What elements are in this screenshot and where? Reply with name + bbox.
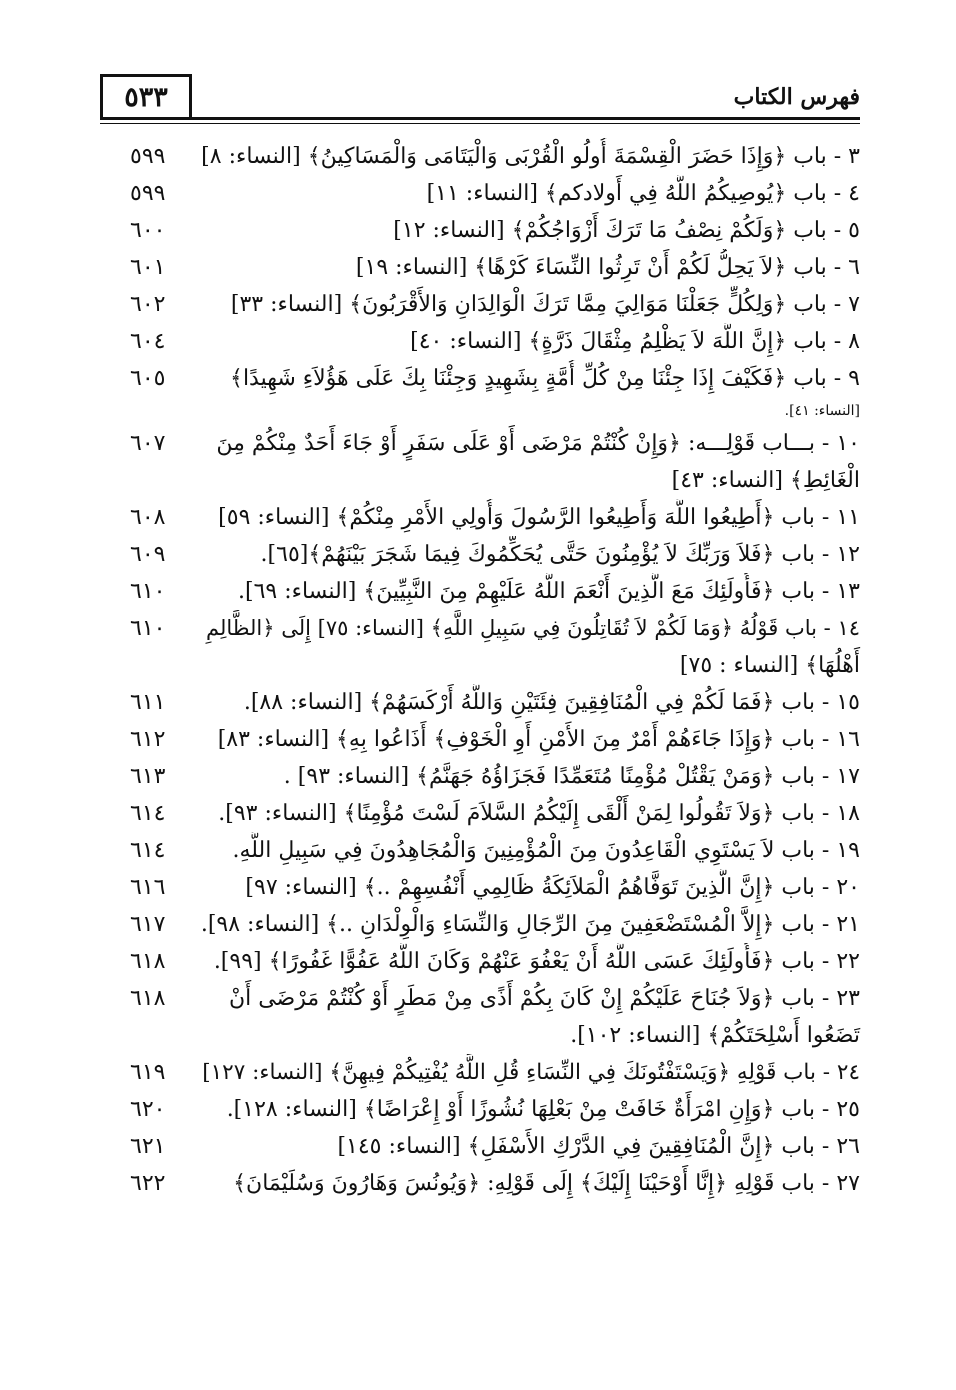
toc-entry-title: ١٠ - بـــاب قَوْلِـــه: ﴿وَإِنْ كُنْتُمْ مَرْضَى أَوْ عَلَى سَفَرٍ أَوْ جَاءَ أَحَدٌ مِنْكُمْ مِنَ (216, 431, 860, 456)
toc-entry (100, 138, 860, 175)
toc-entry-page: ٦٠٢ (130, 292, 166, 317)
toc-entry-title: ٦ - باب ﴿لاَ يَحِلُّ لَكُمْ أَنْ تَرِثُوا النِّسَاءَ كَرْهًا﴾ [النساء: ١٩] (355, 255, 860, 280)
toc-entry-title: ٨ - باب ﴿إِنَّ اللَّهَ لاَ يَظْلِمُ مِثْقَالَ ذَرَّةٍ﴾ [النساء: ٤٠] (410, 329, 860, 354)
running-title: فهرس الكتاب (733, 84, 860, 110)
toc-entry-page: ٥٩٩ (130, 181, 166, 206)
toc-entry (100, 212, 860, 249)
toc-entry-page: ٦٠٥ (130, 366, 166, 391)
toc-entry-title: ٢٠ - باب ﴿إِنَّ الَّذِينَ تَوَفَّاهُمُ الْمَلاَئِكَةُ ظَالِمِي أَنْفُسِهِمْ ..﴾ [النساء: ٩٧] (245, 875, 860, 900)
toc-entry (100, 1128, 860, 1165)
toc-entry (100, 832, 860, 869)
toc-entry-title: ٢٥ - باب ﴿وَإِنِ امْرَأَةٌ خَافَتْ مِنْ بَعْلِهَا نُشُوزًا أَوْ إِعْرَاضًا﴾ [النساء: ١٢٨]. (226, 1097, 860, 1122)
toc-entry-title: ١٢ - باب ﴿فَلاَ وَرَبِّكَ لاَ يُؤْمِنُونَ حَتَّى يُحَكِّمُوكَ فِيمَا شَجَرَ بَيْنَهُمْ﴾[٦٥]. (260, 542, 860, 567)
toc-entry-continuation: [النساء: ٤١]. (784, 403, 860, 419)
toc-entry (100, 758, 860, 795)
toc-entry (100, 249, 860, 286)
toc-entry-page: ٦٢٠ (130, 1097, 166, 1122)
toc-entry-page: ٦٠١ (130, 255, 166, 280)
toc-entry (100, 1165, 860, 1202)
toc-entry-page: ٦١٨ (130, 986, 166, 1011)
toc-entry-page: ٦٢١ (130, 1134, 166, 1159)
toc-entry-title: ١٥ - باب ﴿فَمَا لَكُمْ فِي الْمُنَافِقِينَ فِئَتَيْنِ وَاللَّهُ أَرْكَسَهُمْ﴾ [النساء: ٨٨]. (243, 690, 860, 715)
toc-entry-page: ٦٠٤ (130, 329, 166, 354)
toc-entry (100, 323, 860, 360)
toc-entry-page: ٦١٤ (130, 838, 166, 863)
toc-entry (100, 286, 860, 323)
toc-entry-title: ٢٢ - باب ﴿فَأُولَئِكَ عَسَى اللَّهُ أَنْ يَعْفُوَ عَنْهُمْ وَكَانَ اللَّهُ عَفُوًّا غَفُورًا﴾ [٩٩]. (213, 949, 860, 974)
toc-entry-title: ١١ - باب ﴿أَطِيعُوا اللَّهَ وَأَطِيعُوا الرَّسُولَ وَأُولِي الأَمْرِ مِنْكُمْ﴾ [النساء: ٥٩] (218, 505, 860, 530)
toc-entry-page: ٦١١ (130, 690, 166, 715)
toc-entry-page: ٦٠٠ (130, 218, 166, 243)
toc-entry (100, 536, 860, 573)
table-of-contents (100, 138, 860, 1202)
toc-entry-title: ٢٦ - باب ﴿إِنَّ الْمُنَافِقِينَ فِي الدَّرْكِ الأَسْفَلِ﴾ [النساء: ١٤٥] (337, 1134, 860, 1159)
toc-entry-page: ٦١٩ (130, 1060, 166, 1085)
toc-entry-page: ٦١٠ (130, 616, 166, 641)
toc-entry-title: ٢٤ - باب قَوْلِهِ ﴿وَيَسْتَفْتُونَكَ فِي النِّسَاءِ قُلِ اللَّهُ يُفْتِيكُمْ فِيهِنَّ﴾ [النساء: ١٢٧] (202, 1060, 860, 1085)
toc-entry-title: ١٨ - باب ﴿وَلاَ تَقُولُوا لِمَنْ أَلْقَى إِلَيْكُمُ السَّلاَمَ لَسْتَ مُؤْمِنًا﴾ [النساء: ٩٣]. (218, 801, 860, 826)
toc-entry-continuation: الْغَائِطِ﴾ [النساء: ٤٣] (671, 468, 860, 493)
toc-entry-title: ١٩ - باب لاَ يَسْتَوِي الْقَاعِدُونَ مِنَ الْمُؤْمِنِينَ وَالْمُجَاهِدُونَ فِي سَبِيلِ اللَّهِ. (232, 838, 860, 863)
toc-entry-page: ٦٢٢ (130, 1171, 166, 1196)
toc-entry-title: ٥ - باب ﴿وَلَكُمْ نِصْفُ مَا تَرَكَ أَزْوَاجُكُمْ﴾ [النساء: ١٢] (393, 218, 860, 243)
toc-entry-page: ٦١٢ (130, 727, 166, 752)
toc-entry-title: ٣ - باب ﴿وَإِذَا حَضَرَ الْقِسْمَةَ أُولُو الْقُرْبَى وَالْيَتَامَى وَالْمَسَاكِينُ﴾ [النساء: ٨] (201, 144, 860, 169)
toc-entry-title: ١٧ - باب ﴿وَمَنْ يَقْتُلْ مُؤْمِنًا مُتَعَمِّدًا فَجَزَاؤُهُ جَهَنَّمُ﴾ [النساء: ٩٣] . (283, 764, 860, 789)
toc-entry (100, 795, 860, 832)
toc-entry (100, 906, 860, 943)
header-rule (100, 117, 860, 120)
page-number: ٥٣٣ (100, 74, 192, 118)
toc-entry-continuation: تَضَعُوا أَسْلِحَتَكُمْ﴾ [النساء: ١٠٢]. (570, 1023, 860, 1048)
toc-entry-title: ٧ - باب ﴿وَلِكُلٍّ جَعَلْنَا مَوَالِيَ مِمَّا تَرَكَ الْوَالِدَانِ وَالأَقْرَبُونَ﴾ [النساء: ٣٣] (230, 292, 860, 317)
toc-entry-page: ٥٩٩ (130, 144, 166, 169)
toc-entry-title: ٢٣ - باب ﴿وَلاَ جُنَاحَ عَلَيْكُمْ إِنْ كَانَ بِكُمْ أَذًى مِنْ مَطَرٍ أَوْ كُنْتُمْ مَرْضَى أَنْ (228, 986, 860, 1011)
toc-entry (100, 869, 860, 906)
page-header (100, 74, 860, 124)
toc-entry-page: ٦١٤ (130, 801, 166, 826)
toc-entry-title: ١٦ - باب ﴿وَإِذَا جَاءَهُمْ أَمْرٌ مِنَ الأَمْنِ أَوِ الْخَوْفِ﴾ أَذَاعُوا بِهِ﴾ [النساء: ٨٣] (217, 727, 860, 752)
toc-entry (100, 175, 860, 212)
toc-entry (100, 1054, 860, 1091)
toc-entry-page: ٦١٨ (130, 949, 166, 974)
toc-entry-title: ١٣ - باب ﴿فَأُولَئِكَ مَعَ الَّذِينَ أَنْعَمَ اللَّهُ عَلَيْهِمْ مِنَ النَّبِيِّينَ﴾ [النساء: ٦٩]. (238, 579, 860, 604)
toc-entry-title: ٢٧ - باب قَوْلِهِ ﴿إِنَّا أَوْحَيْنَا إِلَيْكَ﴾ إِلَى قَوْلِهِ: ﴿وَيُونُسَ وَهَارُونَ وَسُلَيْمَانَ﴾ (233, 1171, 860, 1196)
toc-entry (100, 573, 860, 610)
toc-entry-page: ٦١٦ (130, 875, 166, 900)
toc-entry (100, 425, 860, 499)
toc-entry-page: ٦٠٧ (130, 431, 166, 456)
toc-entry-page: ٦٠٨ (130, 505, 166, 530)
toc-entry-page: ٦١٧ (130, 912, 166, 937)
toc-entry (100, 684, 860, 721)
toc-entry (100, 980, 860, 1054)
toc-entry-continuation: أَهْلُهَا﴾ [النساء : ٧٥] (679, 653, 860, 678)
toc-entry-title: ٩ - باب ﴿فَكَيْفَ إِذَا جِئْنَا مِنْ كُلِّ أُمَّةٍ بِشَهِيدٍ وَجِئْنَا بِكَ عَلَى هَؤُلاَءِ شَهِيدًا﴾ (230, 366, 860, 391)
toc-entry-page: ٦١٣ (130, 764, 166, 789)
toc-entry (100, 1091, 860, 1128)
toc-entry-title: ١٤ - باب قَوْلُهُ ﴿وَمَا لَكُمْ لاَ تُقَاتِلُونَ فِي سَبِيلِ اللَّهِ﴾ [النساء: ٧٥] إِلَى ﴿الظَّالِمِ (206, 616, 860, 640)
toc-entry (100, 943, 860, 980)
toc-entry (100, 499, 860, 536)
toc-entry-page: ٦٠٩ (130, 542, 166, 567)
header-rule-thin (100, 123, 860, 124)
toc-entry (100, 610, 860, 684)
toc-entry (100, 360, 860, 425)
toc-entry-page: ٦١٠ (130, 579, 166, 604)
toc-entry-title: ٤ - باب ﴿يُوصِيكُمُ اللَّهُ فِي أَولادكم﴾ [النساء: ١١] (426, 181, 860, 206)
toc-entry (100, 721, 860, 758)
toc-entry-title: ٢١ - باب ﴿إِلاَّ الْمُسْتَضْعَفِينَ مِنَ الرِّجَالِ وَالنِّسَاءِ وَالْوِلْدَانِ ..﴾ [النساء: ٩٨]. (200, 912, 860, 937)
